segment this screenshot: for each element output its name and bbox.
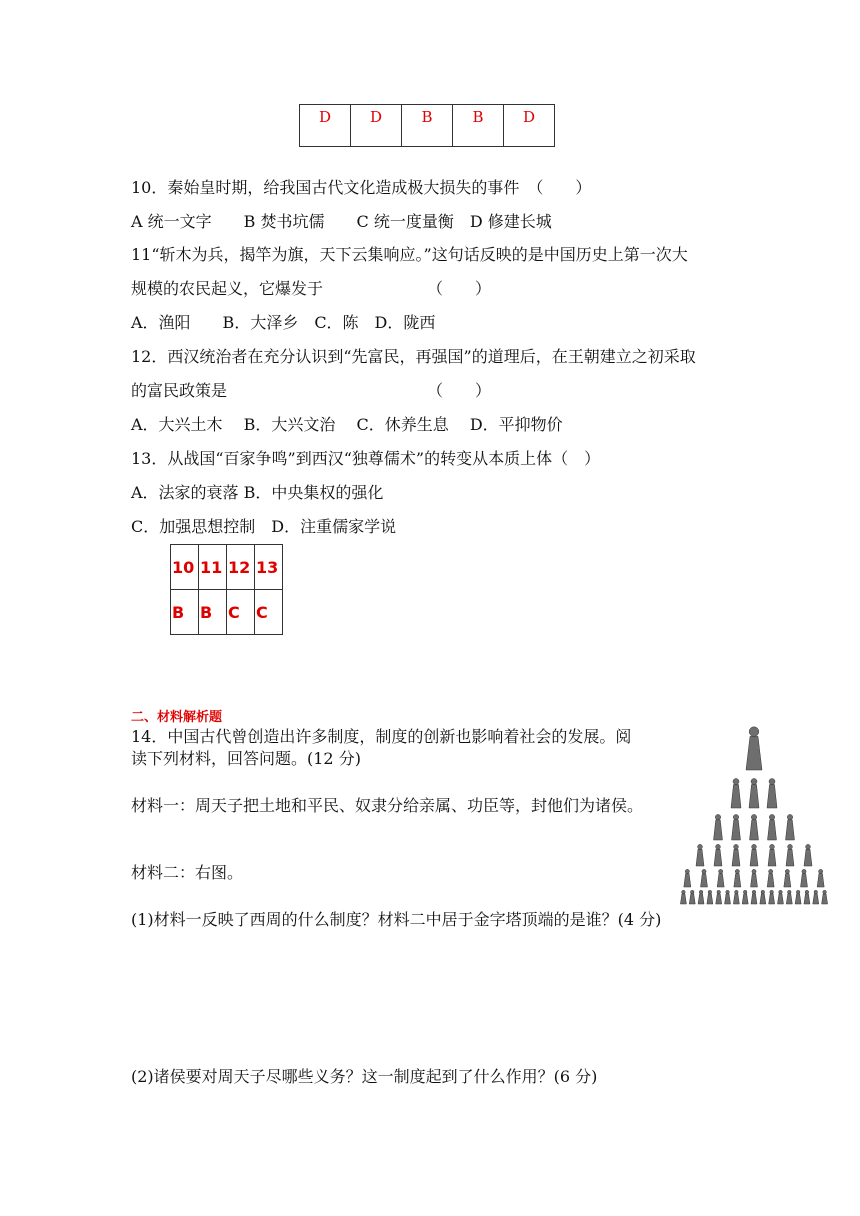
q10-options: A 统一文字 B 焚书坑儒 C 统一度量衡 D 修建长城 (131, 212, 552, 231)
figure-head (743, 890, 747, 894)
figure-body (746, 736, 762, 770)
figure-head (735, 869, 739, 873)
figure-body (795, 894, 801, 904)
answer-cell: C (255, 590, 283, 635)
figure-body (733, 894, 739, 904)
figure-body (731, 785, 741, 809)
answer-cell: D (300, 105, 351, 147)
figure-head (735, 890, 739, 894)
figure-head (802, 869, 806, 873)
figure-head (788, 844, 793, 849)
figure-head (698, 844, 703, 849)
q14-material-2: 材料二：右图。 (131, 863, 244, 882)
figure-body (707, 894, 713, 904)
figure-head (823, 890, 827, 894)
q12-stem-2: 的富民政策是 （ ） (131, 381, 492, 400)
figure-body (804, 849, 812, 866)
figure-body (698, 894, 704, 904)
q14-sub-2: (2)诸侯要对周天子尽哪些义务？这一制度起到了什么作用？(6 分) (131, 1067, 598, 1086)
q13-options-1: A．法家的衰落 B．中央集权的强化 (131, 483, 384, 502)
figure-body (804, 894, 810, 904)
answer-table-top (299, 104, 555, 147)
q11-options: A．渔阳 B．大泽乡 C．陈 D．陇西 (131, 313, 436, 332)
figure-body (684, 874, 691, 887)
figure-body (701, 874, 708, 887)
figure-head (682, 890, 686, 894)
q13-options-2: C．加强思想控制 D．注重儒家学说 (131, 517, 397, 536)
section-title: 二、材料解析题 (131, 710, 223, 725)
figure-body (751, 874, 758, 887)
figure-head (779, 890, 783, 894)
figure-body (801, 874, 808, 887)
figure-head (819, 869, 823, 873)
figure-head (690, 890, 694, 894)
figure-body (714, 849, 722, 866)
answer-cell: D (351, 105, 402, 147)
feudal-pyramid-image (674, 718, 834, 908)
answer-cell: B (402, 105, 453, 147)
figure-head (733, 814, 738, 819)
figure-body (717, 874, 724, 887)
answer-cell: B (171, 590, 199, 635)
question-number-cell: 11 (199, 545, 227, 590)
figure-head (726, 890, 730, 894)
question-number-cell: 12 (227, 545, 255, 590)
answer-cell: B (199, 590, 227, 635)
figure-body (742, 894, 748, 904)
figure-body (732, 849, 740, 866)
figure-head (787, 814, 792, 819)
q13-stem: 13．从战国“百家争鸣”到西汉“独尊儒术”的转变从本质上体（ ） (131, 449, 601, 468)
figure-body (786, 849, 794, 866)
figure-head (685, 869, 689, 873)
figure-head (806, 844, 811, 849)
figure-head (749, 727, 759, 737)
answer-cell: C (227, 590, 255, 635)
figure-body (714, 820, 723, 840)
figure-body (750, 849, 758, 866)
figure-head (719, 869, 723, 873)
figure-head (814, 890, 818, 894)
figure-body (786, 894, 792, 904)
figure-head (751, 779, 757, 785)
figure-head (770, 844, 775, 849)
figure-head (715, 814, 720, 819)
q12-stem-1: 12．西汉统治者在充分认识到“先富民，再强国”的道理后，在王朝建立之初采取 (131, 347, 696, 366)
figure-head (702, 869, 706, 873)
figure-head (785, 869, 789, 873)
figure-body (767, 874, 774, 887)
figure-body (768, 849, 776, 866)
figure-body (725, 894, 731, 904)
figure-body (768, 820, 777, 840)
figure-body (786, 820, 795, 840)
figure-body (732, 820, 741, 840)
figure-body (689, 894, 695, 904)
figure-body (769, 894, 775, 904)
q11-stem-2: 规模的农民起义，它爆发于 （ ） (131, 279, 492, 298)
figure-body (817, 874, 824, 887)
q14-intro-1: 14．中国古代曾创造出许多制度，制度的创新也影响着社会的发展。阅 (131, 727, 632, 746)
figure-body (777, 894, 783, 904)
figure-head (769, 869, 773, 873)
figure-head (761, 890, 765, 894)
figure-body (716, 894, 722, 904)
q12-options: A．大兴土木 B．大兴文治 C．休养生息 D．平抑物价 (131, 415, 563, 434)
q11-stem-1: 11“斩木为兵，揭竿为旗，天下云集响应。”这句话反映的是中国历史上第一次大 (131, 245, 688, 264)
figure-body (734, 874, 741, 887)
figure-head (805, 890, 809, 894)
figure-head (752, 869, 756, 873)
question-number-cell: 10 (171, 545, 199, 590)
figure-body (767, 785, 777, 809)
q10-stem: 10．秦始皇时期，给我国古代文化造成极大损失的事件 （ ） (131, 178, 592, 197)
figure-head (769, 779, 775, 785)
figure-head (717, 890, 721, 894)
figure-head (769, 814, 774, 819)
question-number-cell: 13 (255, 545, 283, 590)
q14-sub-1: (1)材料一反映了西周的什么制度？材料二中居于金字塔顶端的是谁？(4 分) (131, 910, 662, 929)
figure-head (708, 890, 712, 894)
figure-head (787, 890, 791, 894)
figure-head (770, 890, 774, 894)
q14-intro-2: 读下列材料，回答问题。(12 分) (131, 749, 361, 768)
q14-material-1: 材料一：周天子把土地和平民、奴隶分给亲属、功臣等，封他们为诸侯。 (131, 796, 644, 815)
figure-body (813, 894, 819, 904)
figure-body (750, 820, 759, 840)
figure-body (696, 849, 704, 866)
figure-body (760, 894, 766, 904)
figure-head (796, 890, 800, 894)
figure-body (784, 874, 791, 887)
figure-body (751, 894, 757, 904)
answer-table-bottom (170, 544, 283, 635)
figure-head (751, 814, 756, 819)
figure-head (716, 844, 721, 849)
figure-head (699, 890, 703, 894)
answer-cell: D (504, 105, 555, 147)
figure-head (734, 844, 739, 849)
figure-body (680, 894, 686, 904)
figure-body (749, 785, 759, 809)
figure-head (733, 779, 739, 785)
answer-cell: B (453, 105, 504, 147)
figure-head (752, 844, 757, 849)
figure-body (822, 894, 828, 904)
figure-head (752, 890, 756, 894)
